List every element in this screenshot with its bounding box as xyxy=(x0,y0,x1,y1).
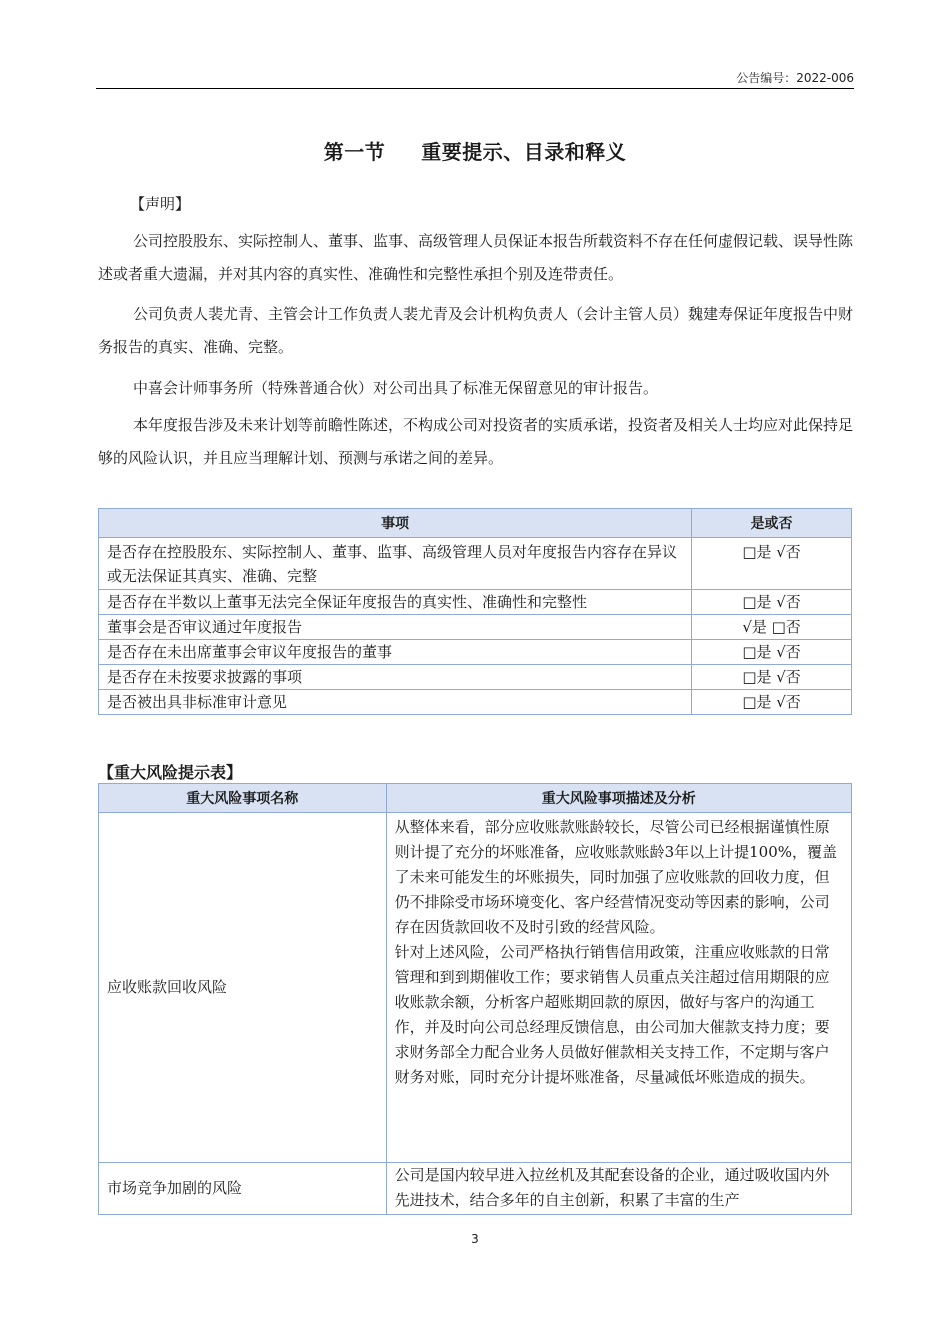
matter-answer: □是 √否 xyxy=(692,690,852,715)
table-row xyxy=(99,538,852,590)
risk-header-name: 重大风险事项名称 xyxy=(99,784,387,813)
section-number: 第一节 xyxy=(323,140,386,164)
table-row xyxy=(99,615,852,640)
matter-item: 是否存在半数以上董事无法完全保证年度报告的真实性、准确性和完整性 xyxy=(99,590,692,615)
matter-item: 是否存在未按要求披露的事项 xyxy=(99,665,692,690)
risk-analysis-paragraph: 公司是国内较早进入拉丝机及其配套设备的企业，通过吸收国内外先进技术，结合多年的自主创新，积累了丰富的生产 xyxy=(394,1166,830,1209)
matter-item: 是否存在控股股东、实际控制人、董事、监事、高级管理人员对年度报告内容存在异议或无法保证其真实、准确、完整 xyxy=(99,538,692,590)
table-row xyxy=(99,813,852,1163)
announcement-number: 公告编号：2022-006 xyxy=(736,71,854,85)
matter-item: 是否存在未出席董事会审议年度报告的董事 xyxy=(99,640,692,665)
risk-name: 市场竞争加剧的风险 xyxy=(99,1163,387,1215)
risk-table xyxy=(98,783,852,1215)
table-row xyxy=(99,640,852,665)
matter-answer: □是 √否 xyxy=(692,665,852,690)
matter-item: 董事会是否审议通过年度报告 xyxy=(99,615,692,640)
table-row xyxy=(99,690,852,715)
risk-countermeasure-paragraph: 针对上述风险，公司严格执行销售信用政策，注重应收账款的日常管理和到到期催收工作；要求销售人员重点关注超过信用期限的应收账款余额，分析客户超账期回款的原因，做好与客户的沟通工作，并及时向公司总经理反馈信息，由公司加大催款支持力度；要求财务部全力配合业务人员做好催款相关支持工作，不定期与客户财务对账，同时充分计提坏账准备，尽量减低坏账造成的损失。 xyxy=(394,943,830,1086)
matter-answer: □是 √否 xyxy=(692,590,852,615)
risk-header-row xyxy=(99,784,852,813)
risk-header-desc: 重大风险事项描述及分析 xyxy=(386,784,851,813)
risk-description xyxy=(386,813,851,1163)
risk-description xyxy=(386,1163,851,1215)
risk-analysis-paragraph: 从整体来看，部分应收账款账龄较长，尽管公司已经根据谨慎性原则计提了充分的坏账准备，应收账款账龄3年以上计提100%，覆盖了未来可能发生的坏账损失，同时加强了应收账款的回收力度，但仍不排除受市场环境变化、客户经营情况变动等因素的影响，公司存在因货款回收不及时引致的经营风险。 xyxy=(394,818,838,936)
declaration-label: 【声明】 xyxy=(130,195,191,213)
risk-table-title: 【重大风险提示表】 xyxy=(98,763,243,782)
header-divider xyxy=(96,88,854,89)
section-title xyxy=(0,136,950,165)
matters-header-row xyxy=(99,509,852,538)
declaration-paragraph: 公司负责人裴尤青、主管会计工作负责人裴尤青及会计机构负责人（会计主管人员）魏建寿保证年度报告中财务报告的真实、准确、完整。 xyxy=(98,305,854,356)
matter-answer: □是 √否 xyxy=(692,538,852,590)
declaration-paragraph: 本年度报告涉及未来计划等前瞻性陈述，不构成公司对投资者的实质承诺，投资者及相关人士均应对此保持足够的风险认识，并且应当理解计划、预测与承诺之间的差异。 xyxy=(98,416,854,467)
matter-item: 是否被出具非标准审计意见 xyxy=(99,690,692,715)
matters-header-answer: 是或否 xyxy=(692,509,852,538)
table-row xyxy=(99,665,852,690)
matters-table xyxy=(98,508,852,715)
matters-header-item: 事项 xyxy=(99,509,692,538)
table-row xyxy=(99,590,852,615)
matter-answer: □是 √否 xyxy=(692,640,852,665)
declaration-paragraph: 公司控股股东、实际控制人、董事、监事、高级管理人员保证本报告所载资料不存在任何虚假记载、误导性陈述或者重大遗漏，并对其内容的真实性、准确性和完整性承担个别及连带责任。 xyxy=(98,232,854,283)
page-number: 3 xyxy=(471,1232,479,1246)
section-heading: 重要提示、目录和释义 xyxy=(421,140,627,164)
declaration-paragraph: 中喜会计师事务所（特殊普通合伙）对公司出具了标准无保留意见的审计报告。 xyxy=(133,379,659,397)
table-row xyxy=(99,1163,852,1215)
matter-answer: √是 □否 xyxy=(692,615,852,640)
risk-name: 应收账款回收风险 xyxy=(99,813,387,1163)
